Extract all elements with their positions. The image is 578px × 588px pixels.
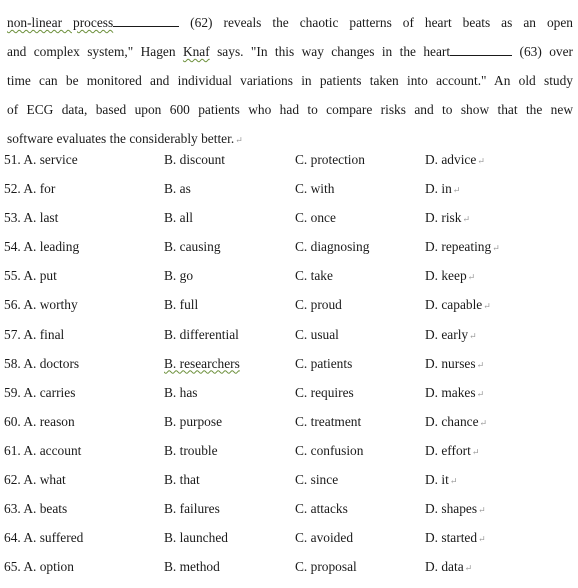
option-a-text: A. account (23, 442, 82, 458)
option-b: B. purpose (164, 413, 223, 429)
option-a (4, 268, 57, 284)
paragraph-mark-icon: ↵ (476, 388, 485, 399)
option-c: C. since (295, 472, 339, 488)
option-c: C. diagnosing (295, 239, 370, 255)
option-b: B. all (164, 210, 194, 226)
option-d-text: D. advice (425, 152, 477, 167)
option-b: B. method (164, 559, 220, 575)
passage-line-1: non-linear process (62) reveals the chaotic patterns of heart beats as an open (7, 15, 573, 30)
question-number: 59. (4, 384, 21, 400)
option-a (4, 239, 79, 255)
option-d (425, 443, 479, 459)
option-a-text: A. for (23, 181, 56, 197)
option-c: C. patients (295, 355, 353, 371)
option-d (425, 268, 475, 284)
question-row (4, 530, 574, 559)
option-a (4, 152, 78, 168)
option-c: C. usual (295, 326, 339, 342)
option-d (425, 356, 484, 372)
option-c: C. protection (295, 152, 365, 167)
paragraph-mark-icon: ↵ (476, 359, 485, 370)
paragraph-mark-icon: ↵ (477, 156, 485, 166)
question-number: 52. (4, 181, 21, 197)
option-d (425, 385, 484, 401)
option-a (4, 297, 78, 313)
passage-text (7, 8, 573, 155)
question-number: 57. (4, 326, 21, 342)
question-number: 62. (4, 472, 21, 488)
question-row (4, 385, 574, 414)
paragraph-mark-icon: ↵ (467, 272, 476, 283)
question-row (4, 181, 574, 210)
passage-line-2: and complex system," Hagen Knaf says. "In this way changes in the heart (63) over (7, 44, 573, 59)
question-number: 51. (4, 152, 21, 167)
passage-line-4: of ECG data, based upon 600 patients who had to compare risks and to show that the new (7, 102, 573, 117)
passage-line-3: time can be monitored and individual variations in patients taken into account." An old study (7, 73, 573, 88)
option-d-text: D. chance (425, 413, 479, 429)
passage-line-5: software evaluates the considerably better.↵ (7, 131, 243, 146)
option-b: B. full (164, 297, 199, 313)
option-a (4, 501, 67, 517)
option-b: B. has (164, 384, 198, 400)
paragraph-mark-icon: ↵ (235, 135, 243, 145)
question-row (4, 414, 574, 443)
option-b: B. failures (164, 501, 220, 517)
option-d (425, 181, 460, 197)
option-d (425, 472, 457, 488)
option-d (425, 501, 486, 517)
option-a-text: A. final (23, 326, 65, 342)
option-a-text: A. reason (23, 413, 75, 429)
question-number: 55. (4, 268, 21, 284)
option-a-text: A. option (23, 559, 74, 575)
option-d (425, 239, 500, 255)
option-a-text: A. last (23, 210, 59, 226)
paragraph-mark-icon: ↵ (452, 185, 461, 196)
question-row (4, 559, 574, 588)
option-a-text: A. service (23, 152, 78, 167)
question-number: 61. (4, 442, 21, 458)
question-row (4, 297, 574, 326)
question-row (4, 443, 574, 472)
option-a-text: A. beats (23, 501, 68, 517)
option-a (4, 530, 83, 546)
paragraph-mark-icon: ↵ (478, 505, 486, 516)
paragraph-mark-icon: ↵ (479, 417, 488, 428)
option-d-text: D. in (425, 181, 452, 197)
option-d (425, 530, 486, 546)
option-d-text: D. early (425, 326, 469, 342)
question-row (4, 152, 574, 181)
option-a (4, 210, 58, 226)
blank-62 (113, 14, 179, 27)
option-d-text: D. effort (425, 442, 471, 458)
option-d (425, 559, 472, 575)
option-b: B. causing (164, 239, 221, 255)
passage-text-start: non-linear process (7, 15, 114, 30)
option-d (425, 152, 485, 168)
option-d (425, 414, 487, 430)
option-b: B. trouble (164, 442, 218, 458)
option-b: B. discount (164, 152, 226, 167)
question-number: 54. (4, 239, 21, 255)
question-row (4, 327, 574, 356)
option-d (425, 297, 491, 313)
question-row (4, 356, 574, 385)
question-number: 64. (4, 530, 21, 546)
option-b: B. go (164, 268, 194, 284)
blank-63 (450, 43, 512, 56)
question-number: 56. (4, 297, 21, 313)
option-d-text: D. data (425, 559, 464, 575)
answer-options (4, 152, 574, 588)
option-a (4, 472, 66, 488)
option-a (4, 385, 75, 401)
option-b: B. that (164, 472, 200, 488)
paragraph-mark-icon: ↵ (471, 446, 480, 457)
option-d-text: D. capable (425, 297, 483, 313)
option-d-text: D. keep (425, 268, 467, 284)
option-c: C. attacks (295, 501, 348, 517)
question-number: 58. (4, 355, 21, 371)
option-a (4, 327, 64, 343)
option-d-text: D. started (425, 530, 478, 546)
name-knaf: Knaf (182, 44, 210, 59)
option-c: C. once (295, 210, 336, 226)
paragraph-mark-icon: ↵ (469, 330, 477, 341)
option-c: C. avoided (295, 530, 354, 546)
question-row (4, 268, 574, 297)
question-row (4, 472, 574, 501)
option-d-text: D. it (425, 472, 449, 488)
option-a (4, 356, 79, 372)
option-b: B. differential (164, 326, 239, 342)
option-c: C. confusion (295, 442, 364, 458)
option-a-text: A. what (23, 472, 66, 488)
option-d-text: D. makes (425, 384, 476, 400)
option-a (4, 414, 75, 430)
paragraph-mark-icon: ↵ (449, 476, 458, 487)
option-d-text: D. repeating (425, 239, 492, 255)
paragraph-mark-icon: ↵ (478, 534, 486, 545)
option-a-text: A. doctors (23, 355, 80, 371)
option-a (4, 443, 81, 459)
option-d-text: D. nurses (425, 355, 476, 371)
option-c: C. take (295, 268, 333, 284)
option-d (425, 210, 470, 226)
question-row (4, 210, 574, 239)
option-c: C. with (295, 181, 335, 197)
option-c: C. proposal (295, 559, 357, 575)
paragraph-mark-icon: ↵ (464, 563, 473, 574)
question-row (4, 501, 574, 530)
option-a-text: A. suffered (23, 530, 84, 546)
option-a-text: A. carries (23, 384, 76, 400)
paragraph-mark-icon: ↵ (483, 301, 491, 312)
option-a-text: A. leading (23, 239, 80, 255)
option-a (4, 181, 55, 197)
question-number: 65. (4, 559, 21, 575)
option-d-text: D. shapes (425, 501, 478, 517)
option-a-text: A. worthy (23, 297, 78, 313)
option-d (425, 327, 477, 343)
option-c: C. requires (295, 384, 354, 400)
option-a (4, 559, 74, 575)
option-c: C. treatment (295, 413, 362, 429)
option-b: B. launched (164, 530, 228, 546)
option-b: B. researchers (164, 355, 240, 371)
question-number: 53. (4, 210, 21, 226)
option-a-text: A. put (23, 268, 57, 284)
paragraph-mark-icon: ↵ (492, 243, 500, 254)
question-number: 60. (4, 413, 21, 429)
paragraph-mark-icon: ↵ (462, 214, 470, 225)
option-c: C. proud (295, 297, 342, 313)
question-row (4, 239, 574, 268)
option-d-text: D. risk (425, 210, 462, 226)
option-b: B. as (164, 181, 191, 197)
question-number: 63. (4, 501, 21, 517)
